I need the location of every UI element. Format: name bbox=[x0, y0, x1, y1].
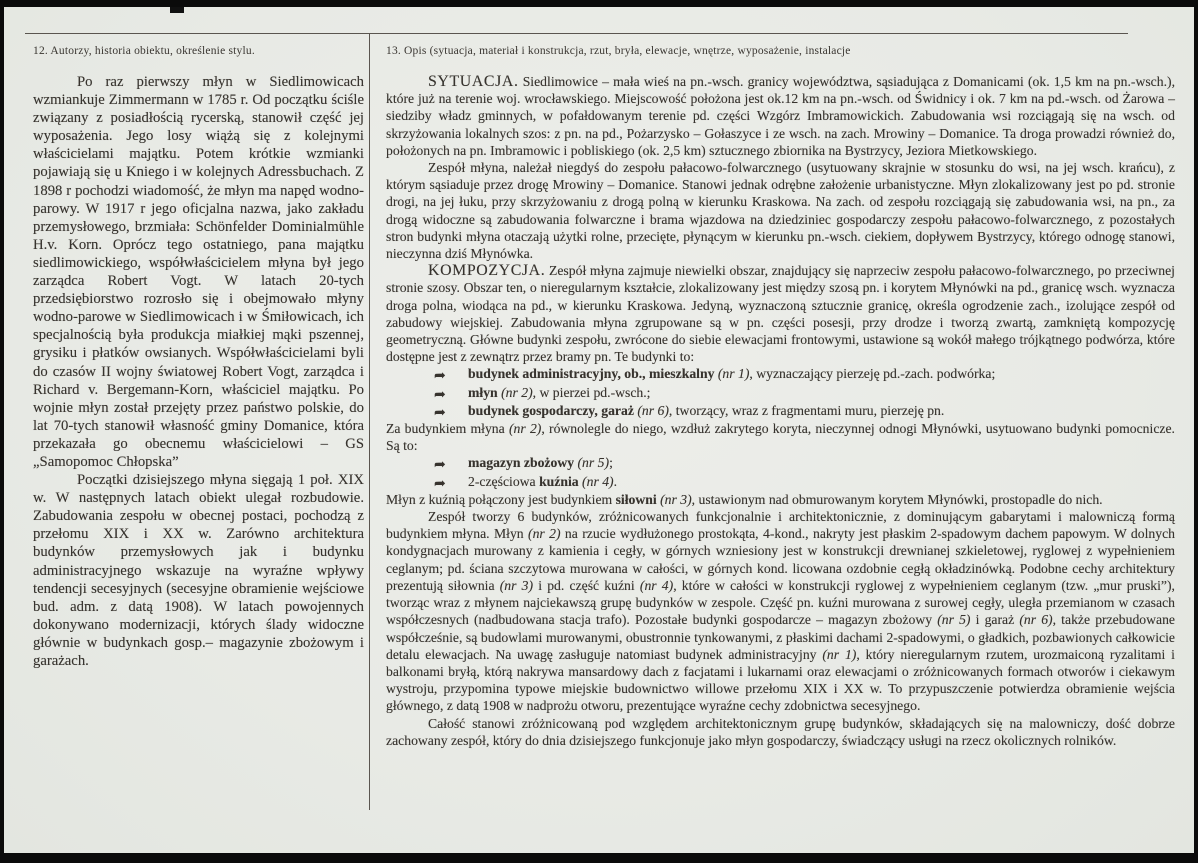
text-run: (nr 2) bbox=[528, 526, 561, 542]
text-run: Zespół tworzy 6 budynków, zróżnicowanych funkcjonalnie i architektonicznie, z dominującym gabarytami i malowniczą formą budynkiem młyna. Młyn bbox=[386, 509, 1175, 542]
paragraph: Początki dzisiejszego młyna sięgają 1 poł. XIX w. W następnych latach obiekt ulegał rozbudowie. Zabudowania zespołu w obecnej postaci, pochodzą z przełomu XIX i XX w. Zarówno architektura budynków przemysłowych jak i budynku administracyjnego wskazuje na wyraźne wpływy tendencji secesyjnych (secesyjne obramienie wejściowe bud. adm. z datą 1908). W latach powojennych dokonywano modernizacji, których ślady widoczne głównie w budynkach gosp.– magazynie zbożowym i garażach. bbox=[33, 472, 364, 669]
section-13-heading: 13. Opis (sytuacja, materiał i konstrukcja, rzut, bryła, elewacje, wnętrze, wyposażenie, instalacje bbox=[386, 45, 851, 57]
text-run: , równolegle do niego, wzdłuż zakrytego koryta, nieczynnej odnogi Młynówki, usytuowano budynki pomocnicze. Są to: bbox=[386, 421, 1175, 454]
paragraph bbox=[386, 715, 1175, 749]
text-run: (nr 2) bbox=[501, 384, 533, 400]
section-12-heading: 12. Autorzy, historia obiektu, określenie stylu. bbox=[33, 45, 255, 57]
text-run: (nr 2) bbox=[508, 421, 542, 437]
text-run: kuźnia bbox=[539, 473, 583, 489]
bullet-item bbox=[434, 365, 1175, 383]
text-run: , które w całości w konstrukcji ryglowej z wypełnieniem ceglanym (tzw. „mur pruski”), tworząc wraz z młynem najciekawszą grupę budynków w zespole. Część pn. kuźni murowana z surowej cegły, uległa przemianom w czasach współczesnych (nadbudowana stacja trafo). Pozostałe budynki gospodarcze – magazyn zbożowy bbox=[386, 577, 1175, 628]
text-run: , tworzący, wraz z fragmentami muru, pierzeję pn. bbox=[668, 402, 945, 418]
paper-background bbox=[4, 7, 1194, 853]
text-run: Za budynkiem młyna bbox=[386, 421, 509, 437]
curved-arrow-bullet-icon: ➥ bbox=[434, 404, 446, 420]
text-run: (nr 6) bbox=[1019, 612, 1053, 628]
text-run: magazyn zbożowy bbox=[468, 455, 578, 471]
text-run: (nr 4) bbox=[582, 473, 614, 489]
text-run: i garaż bbox=[970, 612, 1020, 628]
text-run: Siedlimowice – mała wieś na pn.-wsch. granicy województwa, sąsiadująca z Domanicami (ok. 1,5 km na pn.-wsch.), które już na terenie woj. wrocławskiego. Miejscowość położona jest ok.12 km na pn.-wsch. od Świdnicy i ok. 7 km na pd.-wsch. od Żarowa – siedziby władz gminnych, w pofałdowanym terenie pd. części Wzgórz Imbramowickich. Zabudowania wsi rozciągają się na wsch. od skrzyżowania lokalnych szos: z pn. na pd., Pożarzysko – Gołaszyce i ze wsch. na zach. Mrowiny – Domanice. Ta droga prowadzi również do, położonych na pn. Imbramowic i pobliskiego (ok. 2,5 km) sztucznego zbiornika na Bystrzycy, Jeziora Mietkowskiego. bbox=[386, 74, 1175, 158]
curved-arrow-bullet-icon: ➥ bbox=[434, 385, 446, 401]
paragraph bbox=[386, 420, 1175, 454]
text-run: (nr 1) bbox=[822, 646, 857, 662]
section-12-authors-history bbox=[33, 45, 364, 670]
text-run: (nr 5) bbox=[577, 455, 610, 471]
text-run: Zespół młyna zajmuje niewielki obszar, znajdujący się naprzeciw zespołu pałacowo-folwarcznego, po przeciwnej stronie szosy. Obszar ten, o nieregularnym kształcie, zlokalizowany jest między szosą pn. i korytem Młynówki na pd., granicę wsch. wyznacza droga polna, wiodąca na pd., w kierunku Kraskowa. Jedyną, wyznaczoną sztucznie granicę, określa ogrodzenie zach., izolujące zespół od zabudowy wiejskiej. Zabudowania młyna zgrupowane są w pn. części posesji, przy drodze i tworzą zwartą, zamkniętą kompozycję geometryczną. Główne budynki zespołu, zwrócone do siebie elewacjami frontowymi, ustawione są wokół małego trójkątnego podwórza, które dostępne jest z zewnątrz przez bramy pn. Te budynki to: bbox=[386, 263, 1175, 365]
paragraph bbox=[386, 73, 1175, 159]
text-run: , wyznaczający pierzeję pd.-zach. podwórka; bbox=[749, 366, 996, 382]
text-run: , w pierzei pd.-wsch.; bbox=[532, 384, 651, 400]
bullet-item bbox=[434, 402, 1175, 420]
curved-arrow-bullet-icon: ➥ bbox=[434, 474, 446, 490]
text-run: budynek administracyjny, ob., mieszkalny bbox=[468, 366, 718, 382]
text-run: , także przebudowane współcześnie, są budowlami murowanymi, obustronnie tynkowanymi, z płaskimi dachami 2-spadowymi, o gładkich, pozbawionych całkowicie detalu elewacjach. Na uwagę zasługuje natomiast budynek administracyjny bbox=[386, 612, 1176, 662]
paragraph bbox=[386, 159, 1175, 262]
scan-artifact bbox=[170, 7, 184, 13]
bullet-item bbox=[434, 454, 1175, 472]
text-run: i pd. część kuźni bbox=[533, 577, 640, 593]
paragraph: Po raz pierwszy młyn w Siedlimowicach wzmiankuje Zimmermann w 1785 r. Od początku ściśle związany z posiadłością rycerską, stanowił część jej wyposażenia. Jego losy wiążą się z kolejnymi właścicielami majątku. Potem krótkie wzmianki pojawiają się u Kniego i w kolejnych Adressbuchach. Z 1898 r pochodzi wiadomość, że młyn ma napęd wodno-parowy. W 1917 r jego oficjalna nazwa, jako zakładu przemysłowego, brzmiała: Schönfelder Dominialmühle H.v. Korn. Oprócz tego ostatniego, pana majątku siedlimowickiego, współwłaścicielem młyna był jego zarządca Robert Vogt. W latach 20-tych przedsiębiorstwo rozrosło się i obejmowało młyny wodno-parowe w Siedlimowicach i w Śmiłowicach, ich specjalnością była produkcja miałkiej mąki pszennej, grysiku i płatków owsianych. Współwłaścicielami byli do czasów II wojny światowej Robert Vogt, zarządca i Richard v. Bergemann-Korn, właściciel majątku. Po wojnie młyn został przejęty przez państwo polskie, do lat 70-tych stanowił własność gminy Domanice, która przekazała go obecnemu właścicielowi – GS „Samopomoc Chłopska” bbox=[33, 74, 364, 470]
section-12-body bbox=[33, 73, 364, 670]
paragraph bbox=[386, 262, 1175, 365]
text-run: ; bbox=[609, 455, 613, 471]
section-13-body bbox=[386, 73, 1175, 749]
text-run: (nr 1) bbox=[717, 366, 750, 382]
text-run: KOMPOZYCJA. bbox=[428, 262, 546, 280]
bullet-item bbox=[434, 384, 1175, 402]
text-run: na rzucie wydłużonego prostokąta, 4-kond., nakryty jest płaskim 2-spadowym dachem papowym. W dolnych kondygnacjach murowany z kamienia i cegły, w górnych wzniesiony jest w konstrukcji drewnianej szkieletowej, ryglowej z wypełnieniem ceglanym; pd. ściana szczytowa murowana w całości, w górnych kond. licowana ozdobnie cegłą okładzinówką. Podobne cechy architektury prezentują siłownia bbox=[386, 526, 1175, 593]
paragraph bbox=[386, 508, 1175, 714]
section-13-description bbox=[386, 45, 1175, 749]
text-run: SYTUACJA. bbox=[428, 73, 519, 90]
text-run: Zespół młyna, należał niegdyś do zespołu pałacowo-folwarcznego (usytuowany skrajnie w stosunku do wsi, na jej wsch. krańcu), z którym sąsiaduje przez drogę Mrowiny – Domanice. Stanowi jednak odrębne założenie urbanistyczne. Młyn zlokalizowany jest po pd. stronie drogi, na jej łuku, przy skrzyżowaniu z drogą polną w kierunku Kraskowa. Na zach. od zespołu rozciągają się zabudowania wsi, na pn., za drogą widoczne są zabudowania folwarczne i brama wjazdowa na dziedziniec gospodarczy zespołu pałacowo-folwarcznego, z pozostałych stron budynki młyna otaczają użytki rolne, przecięte, płynącym w kierunku pn.-wsch. ciekiem, dopływem Bystrzycy, którego odnogę stanowi, nieczynna dziś Młynówka. bbox=[386, 160, 1175, 262]
text-run: , ustawionym nad obmurowanym korytem Młynówki, prostopadle do nich. bbox=[691, 491, 1103, 507]
text-run: 2-częściowa bbox=[468, 473, 540, 489]
text-run: Młyn z kuźnią połączony jest budynkiem bbox=[386, 491, 616, 507]
text-run: . bbox=[613, 473, 618, 489]
text-run: siłowni bbox=[615, 491, 661, 507]
text-run: (nr 3) bbox=[499, 577, 534, 593]
text-run: (nr 4) bbox=[639, 577, 674, 593]
bullet-item bbox=[434, 473, 1175, 491]
curved-arrow-bullet-icon: ➥ bbox=[434, 456, 446, 472]
text-run: , który nieregularnym rzutem, urozmaiconą ryzalitami i balkonami bryłą, którą nakrywa mansardowy dach z facjatami i lukarnami oraz elewacjami o zróżnicowanych formach otworów i ciekawym wystroju, przypomina typowe miejskie budownictwo willowe przełomu XIX i XX w. To przypuszczenie potwierdza obramienie wejścia głównego, z datą 1908 w nadprożu otworu, prezentujące wyraźne cechy zdobnictwa secesyjnego. bbox=[386, 646, 1175, 714]
text-run: (nr 3) bbox=[660, 491, 692, 507]
curved-arrow-bullet-icon: ➥ bbox=[434, 367, 446, 383]
text-run: (nr 5) bbox=[937, 612, 971, 628]
header-rule bbox=[25, 33, 1128, 34]
paragraph bbox=[386, 491, 1175, 508]
column-divider bbox=[369, 33, 370, 810]
text-run: budynek gospodarczy, garaż bbox=[468, 402, 638, 418]
text-run: (nr 6) bbox=[637, 402, 669, 418]
text-run: młyn bbox=[468, 384, 502, 400]
text-run: Całość stanowi zróżnicowaną pod względem architektonicznym grupę budynków, składających się na malowniczy, dość dobrze zachowany zespół, który do dnia dzisiejszego funkcjonuje jako młyn gospodarczy, świadczący usługi na rzecz okolicznych rolników. bbox=[386, 715, 1175, 748]
